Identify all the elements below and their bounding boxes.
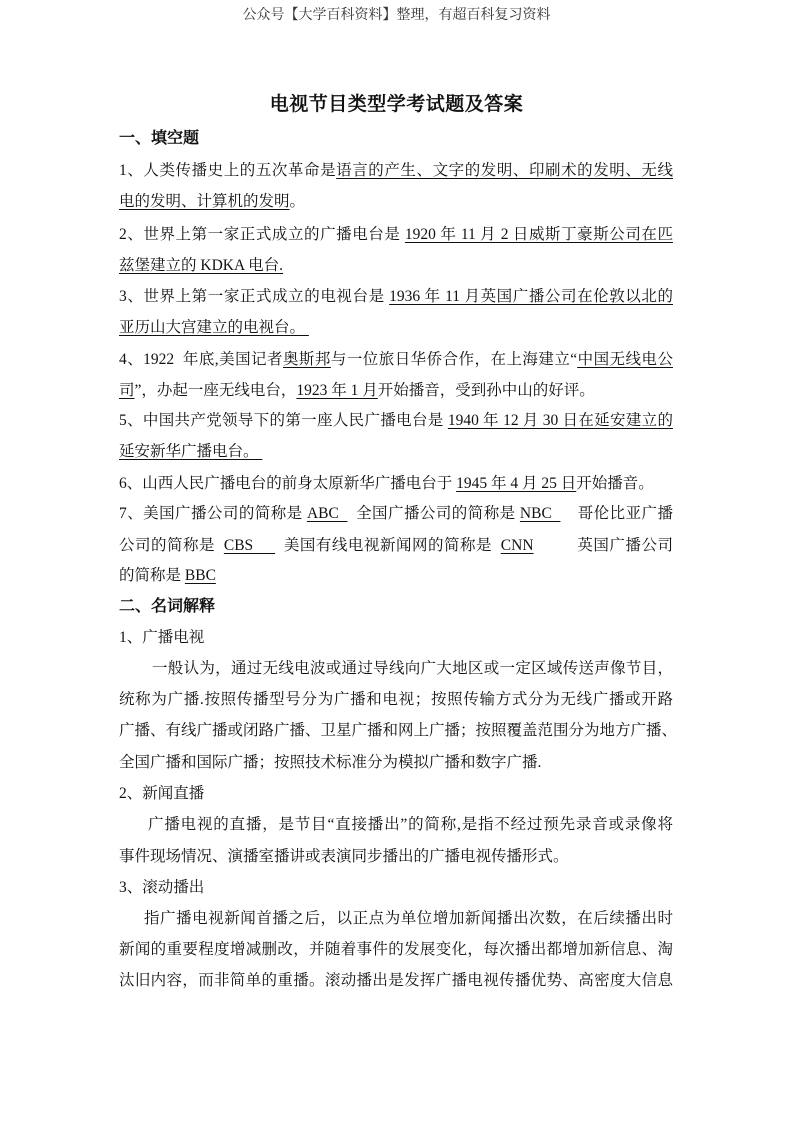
text-line (119, 628, 673, 648)
text-segment: 美国有线电视新闻网的简称是 (275, 537, 501, 554)
text-segment: 1、广播电视 (119, 629, 205, 646)
answer-text: NBC (519, 505, 561, 522)
text-segment: 统称为广播.按照传播型号分为广播和电视；按照传输方式分为无线广播或开路 (119, 691, 673, 708)
text-segment: 汰旧内容，而非简单的重播。滚动播出是发挥广播电视传播优势、高密度大信息 (119, 972, 673, 989)
text-segment: 哥伦比亚广播 (560, 505, 673, 522)
text-segment: 新闻的重要程度增减删改，并随着事件的发展变化，每次播出都增加新信息、淘 (119, 941, 673, 958)
text-line (119, 784, 673, 804)
text-line (119, 474, 673, 494)
answer-text: 1940 年 12 月 30 日在延安建立的 (447, 412, 673, 429)
answer-text: CBS (223, 537, 276, 554)
text-line (119, 504, 673, 524)
text-segment: 指广播电视新闻首播之后，以正点为单位增加新闻播出次数，在后续播出时 (144, 910, 673, 927)
text-segment: 1、人类传播史上的五次革命是 (119, 162, 337, 179)
text-line (119, 909, 673, 929)
text-line (119, 847, 673, 867)
answer-text: 司 (119, 382, 135, 399)
text-line (119, 318, 673, 338)
text-line (119, 753, 673, 773)
text-segment: 一般认为，通过无线电波或通过导线向广大地区或一定区域传送声像节目， (152, 660, 673, 677)
text-line (119, 690, 673, 710)
text-line (119, 940, 673, 960)
text-segment: 公司的简称是 (119, 537, 224, 554)
section-heading (119, 129, 673, 149)
answer-text: 兹堡建立的 KDKA 电台. (119, 257, 284, 274)
answer-text: 电的发明、计算机的发明 (119, 193, 290, 210)
text-line (119, 659, 673, 679)
text-segment: 开始播音。 (576, 475, 654, 492)
document-title: 电视节目类型学考试题及答案 (269, 94, 524, 115)
answer-text: 1945 年 4 月 25 日 (456, 475, 577, 492)
text-segment: 二、名词解释 (119, 598, 216, 615)
text-line (119, 256, 673, 276)
text-segment: 5、中国共产党领导下的第一座人民广播电台是 (119, 412, 448, 429)
text-line (119, 161, 673, 181)
text-line (119, 566, 673, 586)
text-segment: 4、1922 年底,美国记者 (119, 351, 283, 368)
text-segment: 2、世界上第一家正式成立的广播电台是 (119, 226, 405, 243)
text-line (119, 192, 673, 212)
text-segment: ”，办起一座无线电台， (134, 382, 297, 399)
answer-text: 亚历山大宫建立的电视台。 (119, 319, 309, 336)
text-segment: 的简称是 (119, 567, 185, 584)
text-line (119, 815, 673, 835)
text-segment: 。 (289, 193, 306, 210)
text-segment: 7、美国广播公司的简称是 (119, 505, 307, 522)
text-segment: 一、填空题 (119, 130, 200, 147)
answer-text: CNN (500, 537, 534, 554)
text-line (119, 225, 673, 245)
text-segment: 全国广播和国际广播；按照技术标准分为模拟广播和数字广播. (119, 754, 542, 771)
text-line (119, 878, 673, 898)
text-line (119, 442, 673, 462)
answer-text: 奥斯邦 (282, 351, 331, 368)
text-segment: 2、新闻直播 (119, 785, 205, 802)
answer-text: 语言的产生、文字的发明、印刷术的发明、无线 (336, 162, 673, 179)
text-segment: 广播电视的直播，是节目“直接播出”的简称,是指不经过预先录音或录像将 (148, 816, 673, 833)
text-segment: 3、世界上第一家正式成立的电视台是 (119, 288, 390, 305)
text-line (119, 536, 673, 556)
text-segment: 与一位旅日华侨合作，在上海建立“ (330, 351, 578, 368)
text-segment: 全国广播公司的简称是 (347, 505, 520, 522)
text-line (119, 287, 673, 307)
text-segment: 6、山西人民广播电台的前身太原新华广播电台于 (119, 475, 457, 492)
answer-text: 中国无线电公 (577, 351, 673, 368)
text-segment: 3、滚动播出 (119, 879, 205, 896)
answer-text: ABC (306, 505, 348, 522)
section-heading (119, 597, 673, 617)
text-line (119, 971, 673, 991)
text-line (119, 381, 673, 401)
answer-text: 1923 年 1 月 (296, 382, 378, 399)
text-segment: 英国广播公司 (533, 537, 673, 554)
answer-text: 1920 年 11 月 2 日威斯丁豪斯公司在匹 (404, 226, 673, 243)
text-segment: 广播、有线广播或闭路广播、卫星广播和网上广播；按照覆盖范围分为地方广播、 (119, 722, 678, 739)
answer-text: 1936 年 11 月英国广播公司在伦敦以北的 (389, 288, 673, 305)
text-line (119, 721, 678, 741)
page-header: 公众号【大学百科资料】整理，有超百科复习资料 (242, 8, 551, 23)
answer-text: BBC (184, 567, 216, 584)
text-segment: 开始播音，受到孙中山的好评。 (377, 382, 595, 399)
text-segment: 事件现场情况、演播室播讲或表演同步播出的广播电视传播形式。 (119, 848, 569, 865)
answer-text: 延安新华广播电台。 (119, 443, 263, 460)
text-line (119, 411, 673, 431)
text-line (119, 350, 673, 370)
